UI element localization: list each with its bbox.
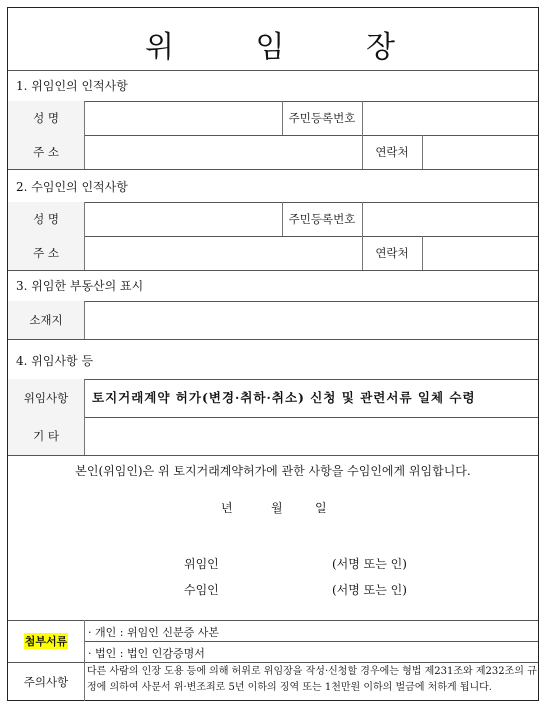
delegatee-id-label: 주민등록번호 [288, 212, 356, 226]
delegator-name-label: 성 명 [8, 101, 84, 135]
divider [84, 379, 85, 455]
delegatee-sign-label: 수임인 [184, 583, 219, 597]
divider [84, 301, 85, 339]
delegatee-sign-area[interactable]: (서명 또는 인) [332, 583, 407, 597]
divider [362, 101, 363, 169]
divider [8, 620, 538, 621]
date-month: 월 [271, 501, 283, 515]
divider [282, 101, 283, 135]
divider [8, 455, 538, 456]
attachments-label-cell [8, 620, 84, 662]
divider [84, 101, 85, 169]
notice-text: 다른 사람의 인장 도용 등에 의해 허위로 위임장을 작성·신청할 경우에는 형법 제231조와 제232조의 규정에 의하여 사문서 위·변조죄로 5년 이하의 징역 또는 1천만원 이하의 벌금에 처하게 됩니다. [87, 666, 537, 693]
document-title: 위 임 장 [144, 30, 431, 65]
delegator-sign-area[interactable]: (서명 또는 인) [332, 557, 407, 571]
delegatee-contact-label: 연락처 [375, 246, 409, 260]
document-frame [7, 7, 539, 701]
location-field[interactable] [84, 301, 538, 339]
delegator-address-label: 주 소 [8, 135, 84, 169]
delegatee-id-field[interactable] [362, 202, 538, 236]
delegator-contact-field[interactable] [422, 135, 538, 169]
notice-label: 주의사항 [23, 674, 69, 689]
divider [282, 202, 283, 236]
delegator-address-field[interactable] [84, 135, 362, 169]
divider [84, 641, 538, 642]
delegatee-address-field[interactable] [84, 236, 362, 270]
divider [84, 620, 85, 701]
section3-heading: 3. 위임한 부동산의 표시 [16, 279, 144, 293]
divider [84, 202, 85, 270]
delegator-sign-label: 위임인 [184, 557, 219, 571]
delegatee-contact-field[interactable] [422, 236, 538, 270]
attachments-label: 첨부서류 [24, 635, 68, 648]
location-label: 소재지 [8, 301, 84, 339]
delegatee-name-field[interactable] [84, 202, 282, 236]
divider [8, 169, 538, 170]
delegator-id-field[interactable] [362, 101, 538, 135]
task-value: 토지거래계약 허가(변경·취하·취소) 신청 및 관련서류 일체 수령 [92, 390, 476, 405]
delegator-name-field[interactable] [84, 101, 282, 135]
other-label: 기 타 [8, 417, 84, 455]
delegatee-address-label: 주 소 [8, 236, 84, 270]
delegator-id-label: 주민등록번호 [288, 111, 356, 125]
divider [8, 662, 538, 663]
attachment-item-individual: · 개인 : 위임인 신분증 사본 [88, 626, 219, 639]
other-field[interactable] [84, 417, 538, 455]
divider [8, 70, 538, 71]
delegatee-name-label: 성 명 [8, 202, 84, 236]
section1-heading: 1. 위임인의 인적사항 [16, 79, 128, 93]
divider [422, 135, 423, 169]
divider [422, 236, 423, 270]
delegator-contact-label: 연락처 [375, 145, 409, 159]
section4-heading: 4. 위임사항 등 [16, 354, 94, 368]
section2-heading: 2. 수임인의 인적사항 [16, 180, 128, 194]
attachment-item-corporation: · 법인 : 법인 인감증명서 [88, 647, 205, 660]
date-year: 년 [221, 501, 233, 515]
date-day: 일 [315, 501, 327, 515]
divider [362, 202, 363, 270]
task-label: 위임사항 [8, 379, 84, 417]
divider [8, 339, 538, 340]
delegation-statement: 본인(위임인)은 위 토지거래계약허가에 관한 사항을 수임인에게 위임합니다. [75, 464, 471, 478]
divider [8, 270, 538, 271]
